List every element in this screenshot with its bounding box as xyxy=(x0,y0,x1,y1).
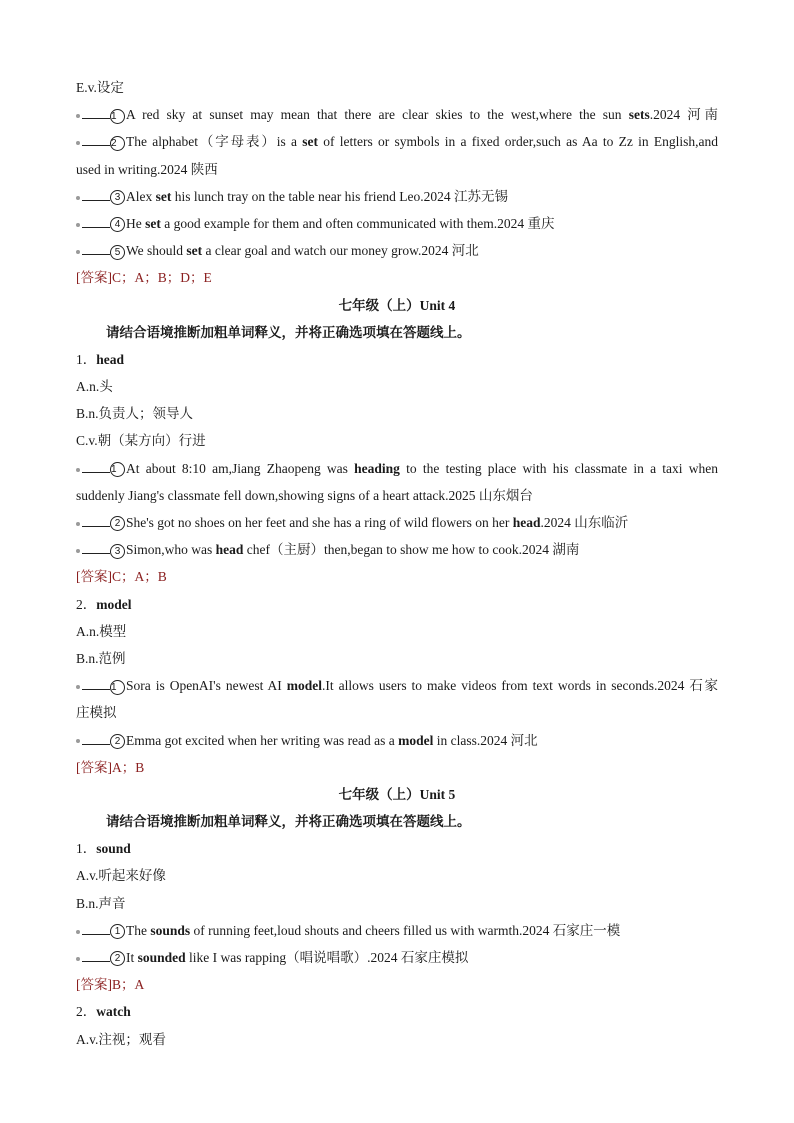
answer-blank[interactable] xyxy=(82,213,110,228)
sentence-item: 1 The sounds of running feet,loud shouts and cheers filled us with warmth.2024 石家庄一模 xyxy=(76,917,718,944)
sentence-item: 2 She's got no shoes on her feet and she has a ring of wild flowers on her head.2024 山东临沂 xyxy=(76,509,718,536)
option-b: B.n.范例 xyxy=(76,650,126,666)
sentence-continuation: used in writing.2024 陕西 xyxy=(76,161,218,177)
bullet-icon xyxy=(76,522,80,526)
bullet-icon xyxy=(76,549,80,553)
word-title: 2．model xyxy=(76,596,132,612)
bold-word: set xyxy=(302,134,319,150)
sentence-item: 1 A red sky at sunset may mean that there are clear skies to the west,where the sun sets.2024 河南 xyxy=(76,101,718,128)
sentence-continuation: suddenly Jiang's classmate fell down,showing signs of a heart attack.2025 山东烟台 xyxy=(76,487,533,503)
sentence-item: 5 We should set a clear goal and watch our money grow.2024 河北 xyxy=(76,237,718,264)
bold-word: head xyxy=(215,542,244,558)
circled-number: 2 xyxy=(110,951,125,966)
bullet-icon xyxy=(76,685,80,689)
sentence-item: 3 Simon,who was head chef（主厨）then,began to show me how to cook.2024 湖南 xyxy=(76,536,718,563)
answer-blank[interactable] xyxy=(82,240,110,255)
answer-blank[interactable] xyxy=(82,675,110,690)
bold-word: sounds xyxy=(150,922,191,938)
answer-blank[interactable] xyxy=(82,512,110,527)
circled-number: 4 xyxy=(110,217,125,232)
unit-heading: 七年级（上）Unit 5 xyxy=(338,786,456,802)
sentence-item: 2 It sounded like I was rapping（唱说唱歌）.2024 石家庄模拟 xyxy=(76,944,718,971)
circled-number: 1 xyxy=(110,924,125,939)
answer-blank[interactable] xyxy=(82,947,110,962)
document-page xyxy=(76,74,718,1053)
word-title: 1．head xyxy=(76,351,125,367)
option-e: E.v.设定 xyxy=(76,80,124,95)
circled-number: 5 xyxy=(110,245,125,260)
sentence-continuation: 庄模拟 xyxy=(76,705,117,721)
unit-heading: 七年级（上）Unit 4 xyxy=(338,297,456,313)
instruction: 请结合语境推断加粗单词释义，并将正确选项填在答题线上。 xyxy=(106,324,471,340)
answer-key: [答案]A；B xyxy=(76,759,145,775)
bold-word: head xyxy=(512,515,541,530)
answer-blank[interactable] xyxy=(82,458,110,473)
bold-word: heading xyxy=(354,460,400,476)
option-b: B.n.声音 xyxy=(76,895,126,911)
option-c: C.v.朝（某方向）行进 xyxy=(76,433,206,449)
sentence-item: 4 He set a good example for them and often communicated with them.2024 重庆 xyxy=(76,210,718,237)
option-a: A.n.模型 xyxy=(76,623,127,639)
circled-number: 2 xyxy=(110,516,125,531)
sentence-item: 1 Sora is OpenAI's newest AI model.It allows users to make videos from text words in seconds.2024 石家 xyxy=(76,672,718,699)
circled-number: 2 xyxy=(110,734,125,749)
bullet-icon xyxy=(76,957,80,961)
word-title: 1．sound xyxy=(76,841,131,857)
circled-number: 3 xyxy=(110,190,125,205)
option-a: A.v.听起来好像 xyxy=(76,868,166,884)
bullet-icon xyxy=(76,196,80,200)
circled-number: 3 xyxy=(110,544,125,559)
answer-blank[interactable] xyxy=(82,186,110,201)
answer-key: [答案]C；A；B xyxy=(76,569,167,585)
answer-blank[interactable] xyxy=(82,131,110,146)
bold-word: sets xyxy=(628,107,650,123)
circled-number: 1 xyxy=(110,680,125,695)
bold-word: set xyxy=(186,243,203,259)
circled-number: 1 xyxy=(110,109,125,124)
sentence-item: 2 The alphabet（字母表）is a set of letters or symbols in a fixed order,such as Aa to Zz in English,and xyxy=(76,128,718,155)
option-a: A.n.头 xyxy=(76,379,113,395)
answer-key: [答案]C；A；B；D；E xyxy=(76,270,212,286)
bullet-icon xyxy=(76,223,80,227)
bullet-icon xyxy=(76,739,80,743)
bold-word: set xyxy=(145,215,161,231)
bullet-icon xyxy=(76,114,80,118)
circled-number: 1 xyxy=(110,462,125,477)
answer-blank[interactable] xyxy=(82,730,110,745)
instruction: 请结合语境推断加粗单词释义，并将正确选项填在答题线上。 xyxy=(106,814,471,830)
bullet-icon xyxy=(76,468,80,472)
bullet-icon xyxy=(76,141,80,145)
bold-word: sounded xyxy=(137,950,186,965)
answer-blank[interactable] xyxy=(82,920,110,935)
bold-word: set xyxy=(155,188,172,204)
answer-blank[interactable] xyxy=(82,539,110,554)
word-title: 2．watch xyxy=(76,1004,131,1020)
option-b: B.n.负责人；领导人 xyxy=(76,406,194,422)
answer-key: [答案]B；A xyxy=(76,977,145,993)
bullet-icon xyxy=(76,250,80,254)
circled-number: 2 xyxy=(110,136,125,151)
answer-blank[interactable] xyxy=(82,104,110,119)
sentence-item: 2 Emma got excited when her writing was read as a model in class.2024 河北 xyxy=(76,727,718,754)
option-a: A.v.注视；观看 xyxy=(76,1031,166,1047)
bold-word: model xyxy=(398,732,434,748)
sentence-item: 1 At about 8:10 am,Jiang Zhaopeng was heading to the testing place with his classmate in a taxi when xyxy=(76,455,718,482)
bold-word: model xyxy=(286,678,323,694)
bullet-icon xyxy=(76,930,80,934)
sentence-item: 3 Alex set his lunch tray on the table near his friend Leo.2024 江苏无锡 xyxy=(76,183,718,210)
